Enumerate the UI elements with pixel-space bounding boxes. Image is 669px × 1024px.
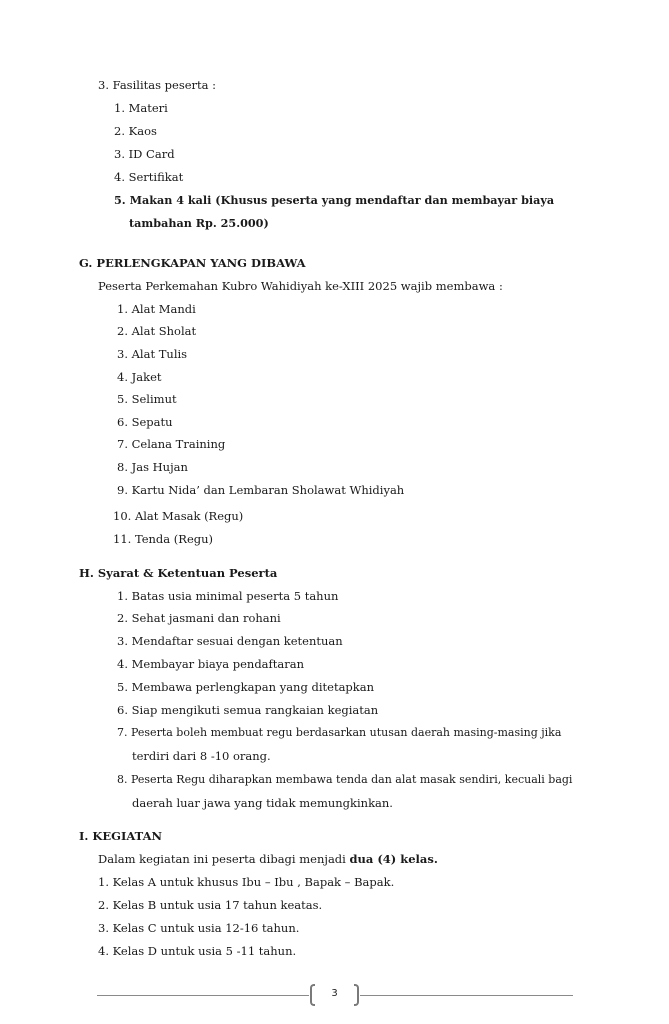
list-item: 7. Celana Training: [117, 437, 226, 451]
list-item: 1. Kelas A untuk khusus Ibu – Ibu , Bapak – Bapak.: [98, 875, 395, 889]
section-intro-text: Dalam kegiatan ini peserta dibagi menjadi: [98, 852, 350, 866]
footer-rule-left: [97, 995, 309, 996]
list-item: 9. Kartu Nida’ dan Lembaran Sholawat Whidiyah: [117, 483, 405, 497]
list-item: 11. Tenda (Regu): [113, 532, 214, 546]
list-item: 4. Jaket: [117, 370, 162, 384]
list-item: 1. Materi: [114, 101, 168, 115]
list-item-bold-continuation: tambahan Rp. 25.000): [129, 216, 269, 230]
section-heading: G. PERLENGKAPAN YANG DIBAWA: [79, 256, 306, 270]
list-item: 5. Selimut: [117, 392, 177, 406]
list-item: 3. Kelas C untuk usia 12-16 tahun.: [98, 921, 300, 935]
list-item: 2. Alat Sholat: [117, 324, 197, 338]
list-item: 4. Sertifikat: [114, 170, 184, 184]
list-item-continuation: daerah luar jawa yang tidak memungkinkan.: [132, 796, 393, 810]
section-intro-emphasis: dua (4) kelas.: [349, 852, 438, 866]
footer-rule-right: [360, 995, 573, 996]
list-item-bold: 5. Makan 4 kali (Khusus peserta yang mendaftar dan membayar biaya: [114, 193, 555, 207]
list-item: 3. ID Card: [114, 147, 175, 161]
list-item: 8. Peserta Regu diharapkan membawa tenda dan alat masak sendiri, kecuali bagi: [117, 773, 573, 786]
list-item: 5. Membawa perlengkapan yang ditetapkan: [117, 680, 375, 694]
list-item: 3. Alat Tulis: [117, 347, 188, 361]
list-item: 1. Alat Mandi: [117, 302, 196, 316]
list-item: 2. Kelas B untuk usia 17 tahun keatas.: [98, 898, 323, 912]
list-item: 8. Jas Hujan: [117, 460, 188, 474]
list-item: 6. Siap mengikuti semua rangkaian kegiatan: [117, 703, 379, 717]
list-item: 4. Membayar biaya pendaftaran: [117, 657, 305, 671]
list-item: 6. Sepatu: [117, 415, 173, 429]
section-intro: Peserta Perkemahan Kubro Wahidiyah ke-XIII 2025 wajib membawa :: [98, 279, 503, 293]
list-item: 1. Batas usia minimal peserta 5 tahun: [117, 589, 339, 603]
list-item-continuation: terdiri dari 8 -10 orang.: [132, 749, 271, 763]
page-number-bracket-right: [354, 984, 359, 1006]
section-intro: [98, 852, 438, 866]
list-item: 2. Sehat jasmani dan rohani: [117, 611, 281, 625]
list-item: 7. Peserta boleh membuat regu berdasarkan utusan daerah masing-masing jika: [117, 726, 562, 739]
list-item: 10. Alat Masak (Regu): [113, 509, 244, 523]
page-number: 3: [331, 988, 338, 999]
section-heading: I. KEGIATAN: [79, 829, 163, 843]
facilities-intro: 3. Fasilitas peserta :: [98, 78, 217, 92]
list-item: 2. Kaos: [114, 124, 157, 138]
section-heading: H. Syarat & Ketentuan Peserta: [79, 566, 278, 580]
list-item: 3. Mendaftar sesuai dengan ketentuan: [117, 634, 343, 648]
list-item: 4. Kelas D untuk usia 5 -11 tahun.: [98, 944, 297, 958]
